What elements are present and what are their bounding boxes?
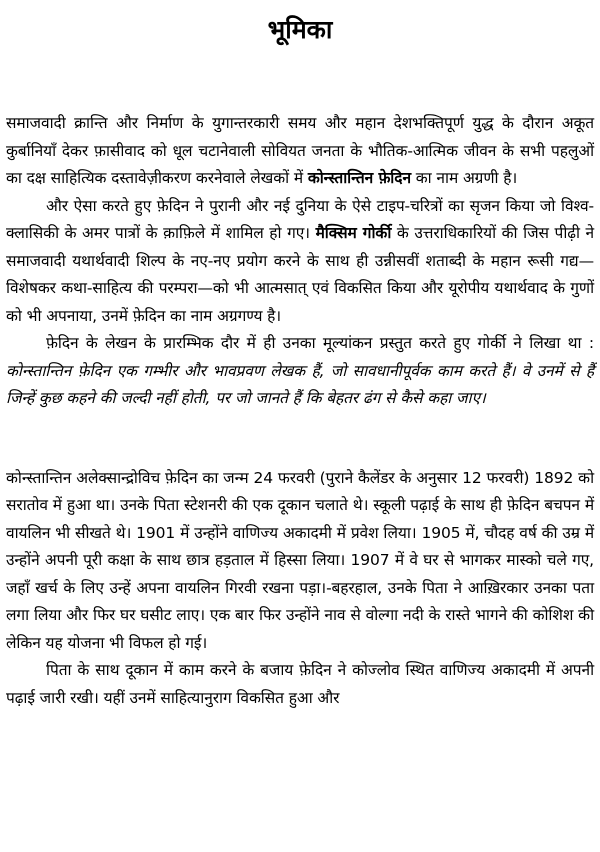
paragraph-5: पिता के साथ दूकान में काम करने के बजाय फ़ेदिन ने कोज्लोव स्थित वाणिज्य अकादमी में अपनी पढ़ाई जारी रखी। यहीं उनमें साहित्यानुराग विकसित हुआ और [6,661,594,707]
biography-section [6,465,594,713]
name-gorky-bold: मैक्सिम गोर्की [315,224,392,242]
paragraph-4: कोन्स्तान्तिन अलेक्सान्द्रोविच फ़ेदिन का जन्म 24 फरवरी (पुराने कैलेंडर के अनुसार 12 फरवरी) 1892 को सरातोव में हुआ था। उनके पिता स्टेशनरी की एक दूकान चलाते थे। स्कूली पढ़ाई के साथ ही फ़ेदिन बचपन में वायलिन भी सीखते थे। 1901 में उन्होंने वाणिज्य अकादमी में प्रवेश लिया। 1905 में, चौदह वर्ष की उम्र में उन्होंने अपनी पूरी कक्षा के साथ छात्र हड़ताल में हिस्सा लिया। 1907 में वे घर से भागकर मास्को चले गए, जहाँ खर्च के लिए उन्हें अपना वायलिन गिरवी रखना पड़ा।-बहरहाल, उनके पिता ने आख़िरकार उनका पता लगा लिया और फिर घर घसीट लाए। एक बार फिर उन्होंने नाव से वोल्गा नदी के रास्ते भागने की कोशिश की लेकिन यह योजना भी विफल हो गई। [6,468,594,652]
paragraph-1-text-a: समाजवादी क्रान्ति और निर्माण के युगान्तरकारी समय और महान देशभक्तिपूर्ण युद्ध के दौरान अकूत कुर्बानियाँ देकर फ़ासीवाद को धूल चटानेवाली सोवियत जनता के भौतिक-आत्मिक जीवन के सभी पहलुओं का दक्ष साहित्यिक दस्तावेज़ीकरण करनेवाले लेखकों में [6,114,594,187]
intro-section [6,110,594,413]
paragraph-3 [6,330,594,413]
paragraph-1-text-b: का नाम अग्रणी है। [410,169,518,187]
paragraph-2 [6,193,594,331]
name-fedin-bold: कोन्स्तान्तिन फ़ेदिन [307,169,411,187]
paragraph-2-text-a: और ऐसा करते हुए फ़ेदिन ने पुरानी और नई दुनिया के ऐसे टाइप-चरित्रों का सृजन किया जो विश्व-क्लासिकी के अमर पात्रों के क़ाफ़िले में शामिल हो गए। [6,196,594,242]
page-title: भूमिका [267,15,333,44]
gorky-quote-italic: कोन्स्तान्तिन फ़ेदिन एक गम्भीर और भावप्रवण लेखक हैं, जो सावधानीपूर्वक काम करते हैं। वे उनमें से हैं जिन्हें कुछ कहने की जल्दी नहीं होती, पर जो जानते हैं कि बेहतर ढंग से कैसे कहा जाए। [6,361,594,407]
paragraph-2-text-b: के उत्तराधिकारियों की जिस पीढ़ी ने समाजवादी यथार्थवादी शिल्प के नए-नए प्रयोग करने के साथ ही उन्नीसवीं शताब्दी के महान रूसी गद्य—विशेषकर कथा-साहित्य की परम्परा—को भी आत्मसात् एवं विकसित किया और यूरोपीय यथार्थवाद के गुणों को भी अपनाया, उनमें फ़ेदिन का नाम अग्रगण्य है। [6,224,595,325]
paragraph-3-text-a: फ़ेदिन के लेखन के प्रारम्भिक दौर में ही उनका मूल्यांकन प्रस्तुत करते हुए गोर्की ने लिखा था : [46,334,594,352]
paragraph-1 [6,110,594,193]
